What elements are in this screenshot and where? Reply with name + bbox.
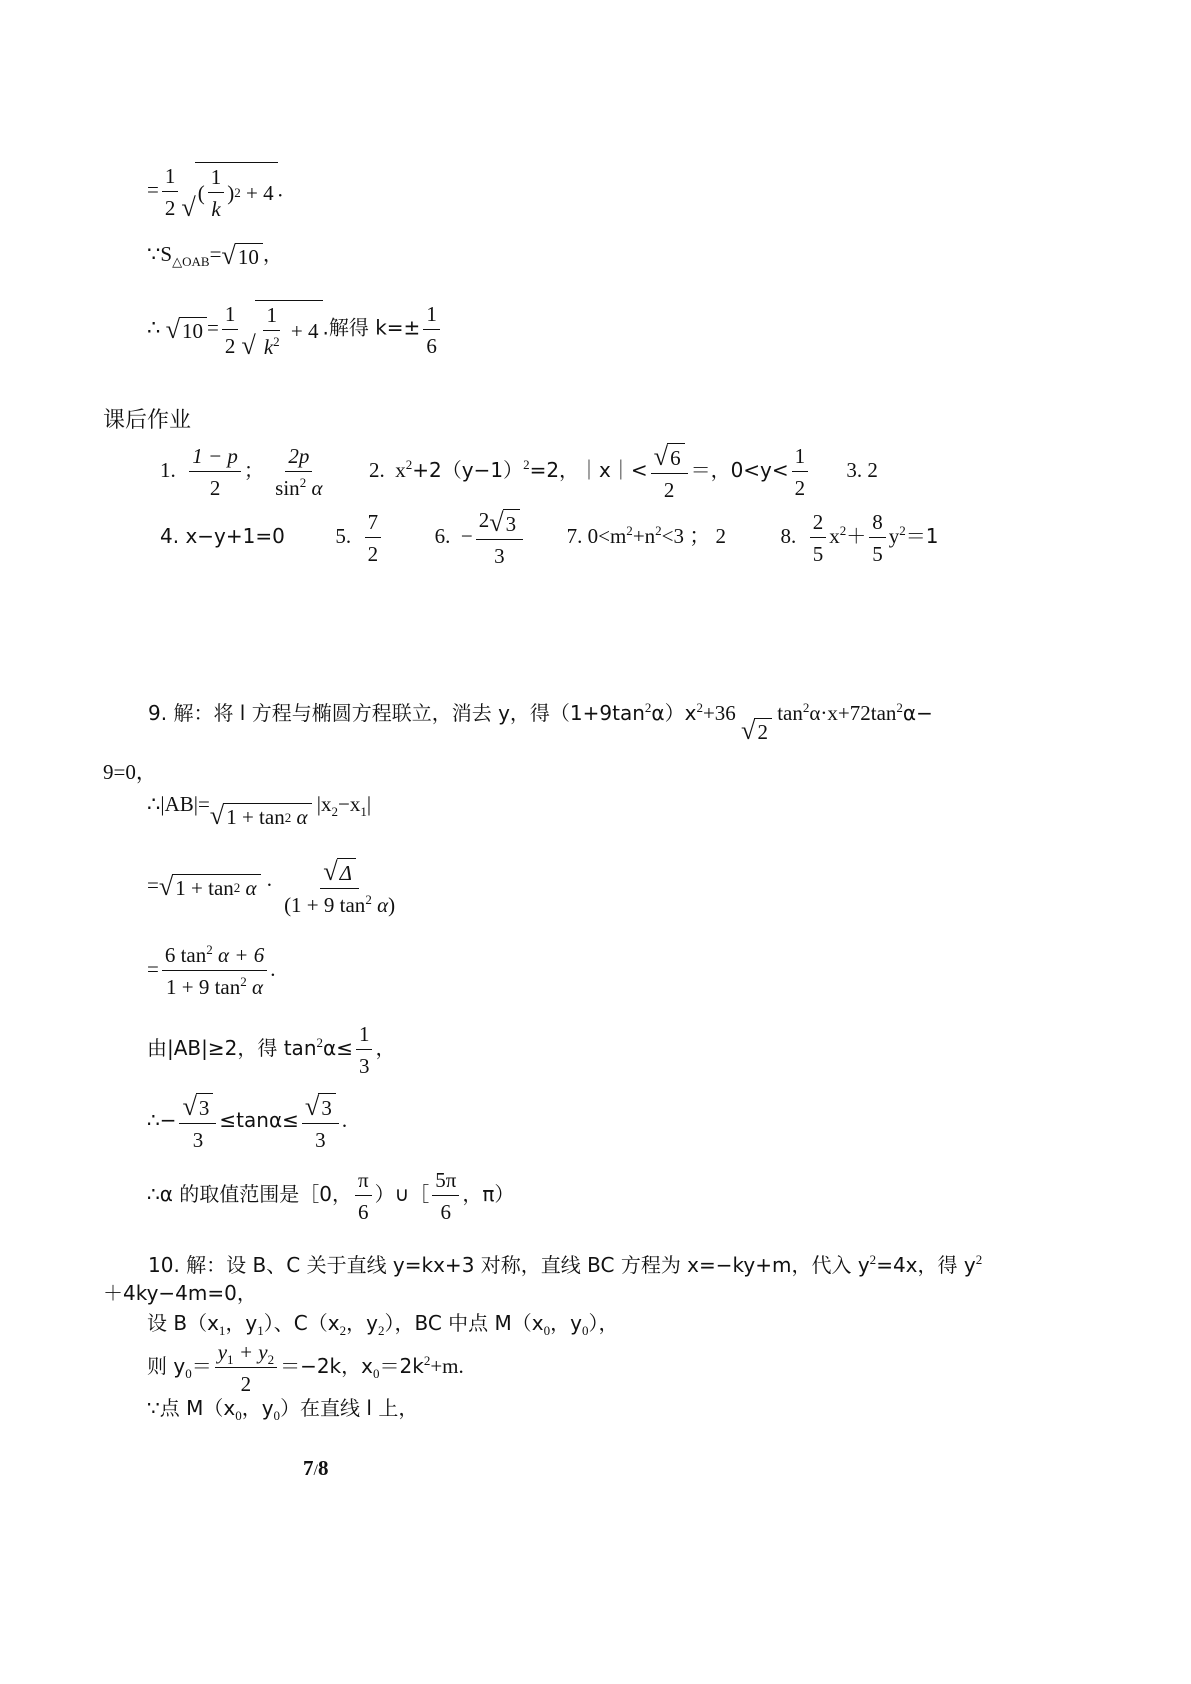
eq-line-3: ∴ √ 10 = $\frac{1}{2}$ √ $\frac{1}{k^2}$ + 4 .解得 k=± $\frac{1}{6}$ [147, 300, 443, 359]
homework-title: 课后作业 [103, 408, 192, 433]
problem-9-line: 9. 解：将 l 方程与椭圆方程联立，消去 y，得$(1+9\tan^2\alpha)x^2+36$ √ 2 $\tan^2\alpha\cdot x+72\tan^2\alpha-$ [148, 699, 933, 745]
by-line: 由|AB|≥2，得 $\tan^2\alpha\le$ $\frac{1}{3}$ ， [147, 1022, 396, 1079]
answers-row-2: 4. x−y+1=0 5. $\frac{7}{2}$ 6. − 2 √ 3 3 7. $0<m^2+n^2<3$ ； 2 8. $\frac{2}{5}$ $x^2+$ $\frac{8}{5}$ $y^2=1$ [160, 507, 939, 568]
alpha-range-line: ∴α 的取值范围是［0， $\frac{\pi}{6}$ ）∪［ $\frac{5\pi}{6}$ ，π） [147, 1168, 515, 1225]
problem-10-cont: ＋4ky−4m=0， [103, 1281, 257, 1305]
point-line: ∵点 $M(x_0$，$y_0$）在直线 l 上， [147, 1396, 419, 1424]
tan-range-line: ∴− √ 3 3 ≤tanα≤ √ 3 3 . [147, 1091, 348, 1152]
page-number: 7/8 [303, 1456, 329, 1480]
ab-line-1: ∴|AB|= √ 1 + tan 2 α $|x_2-x_1|$ [147, 791, 372, 830]
ab-line-2: = √ 1 + tan 2 α · √ Δ (1 + 9 $\tan^2 \alpha$) [147, 856, 396, 917]
then-line: 则 $y_0=$ $\frac{y_1 + y_2}{2}$ ＝−2k，$x_0=2k^2+m$. [147, 1340, 464, 1397]
sqrt-expression: √ ( $\frac{1}{k}$ ) 2 + 4 [181, 162, 277, 221]
problem-9-cont: 9=0， [103, 760, 157, 784]
answers-row-1: 1. $\frac{1 - p}{2}$ ； $\frac{2p}{\sin^2 \alpha}$ 2. $x^2+2(y-1)^2=2$，｜x｜< √ 6 2 ＝，0<y< $\frac{1}{2}$ 3. 2 [160, 441, 878, 502]
ab-line-3: = $\frac{6 \tan^2 \alpha + 6}{1 + 9 \tan^2 \alpha}$ . [147, 942, 276, 1000]
fraction-half: $\frac{1}{2}$ [162, 164, 179, 220]
problem-10-line: 10. 解：设 B、C 关于直线 y=kx+3 对称，直线 BC 方程为 x=−ky+m，代入 $y^2=4x$，得 $y^2$ [148, 1252, 983, 1277]
eq-line-2: $\because S_{\triangle OAB}=$ √ 10 ， [147, 241, 283, 270]
set-points-line: 设 $B(x_1$，$y_1$）、$C(x_2$，$y_2$），BC 中点 $M(x_0$，$y_0$）， [147, 1311, 619, 1339]
eq-line-1: = $\frac{1}{2}$ √ ( $\frac{1}{k}$ ) 2 + 4 . [147, 163, 283, 223]
sqrt-10: √ 10 [221, 243, 262, 269]
